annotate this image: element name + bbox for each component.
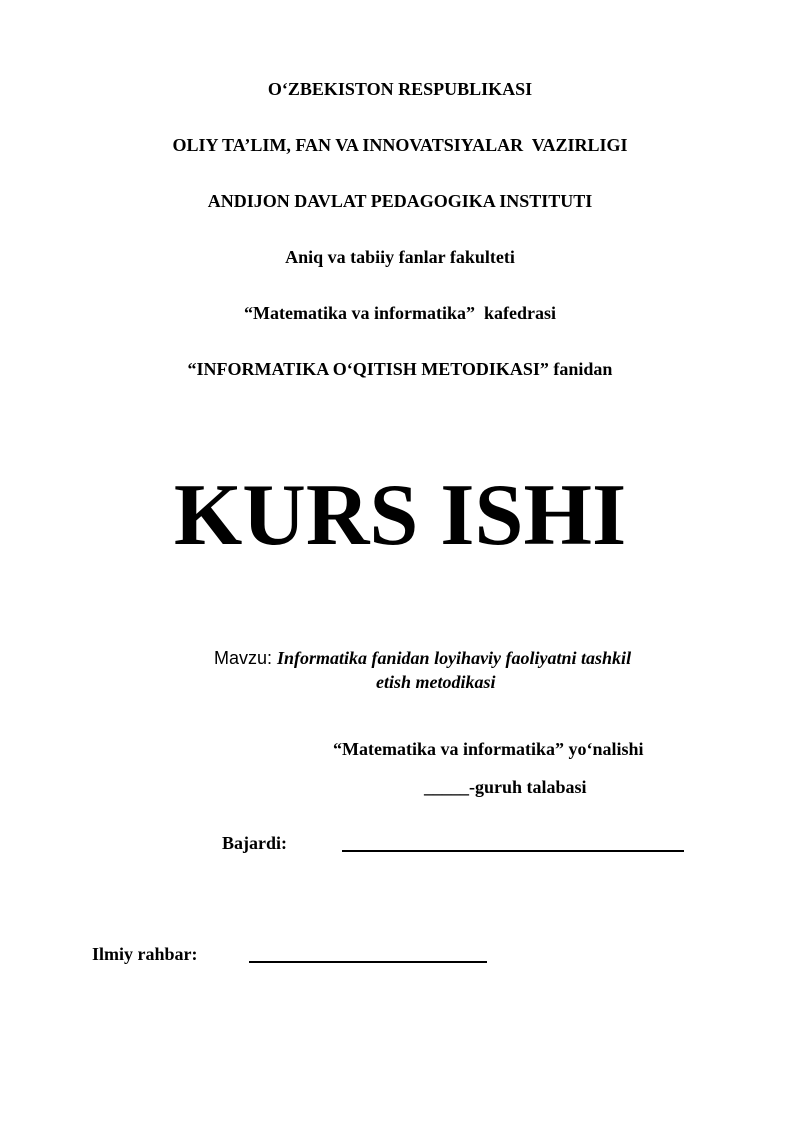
topic-line xyxy=(214,646,734,670)
institute-heading: ANDIJON DAVLAT PEDAGOGIKA INSTITUTI xyxy=(207,191,593,211)
document-title: KURS ISHI xyxy=(173,467,627,564)
topic-value-line1: Informatika fanidan loyihaviy faoliyatni tashkil xyxy=(277,648,632,668)
subject-heading: “INFORMATIKA O‘QITISH METODIKASI” fanidan xyxy=(187,359,613,379)
bajardi-label: Bajardi: xyxy=(222,833,287,853)
bajardi-signature-line xyxy=(342,850,684,852)
student-direction: “Matematika va informatika” yo‘nalishi xyxy=(333,739,644,759)
student-group: _____-guruh talabasi xyxy=(424,777,587,797)
topic-label: Mavzu: xyxy=(214,648,278,668)
rahbar-signature-line xyxy=(249,961,487,963)
department-heading: “Matematika va informatika” kafedrasi xyxy=(244,303,556,323)
ministry-heading: OLIY TA’LIM, FAN VA INNOVATSIYALAR VAZIRLIGI xyxy=(172,135,628,155)
topic-value-line2: etish metodikasi xyxy=(376,672,496,692)
country-heading: O‘ZBEKISTON RESPUBLIKASI xyxy=(267,79,533,99)
faculty-heading: Aniq va tabiiy fanlar fakulteti xyxy=(285,247,515,267)
rahbar-label: Ilmiy rahbar: xyxy=(92,944,198,964)
